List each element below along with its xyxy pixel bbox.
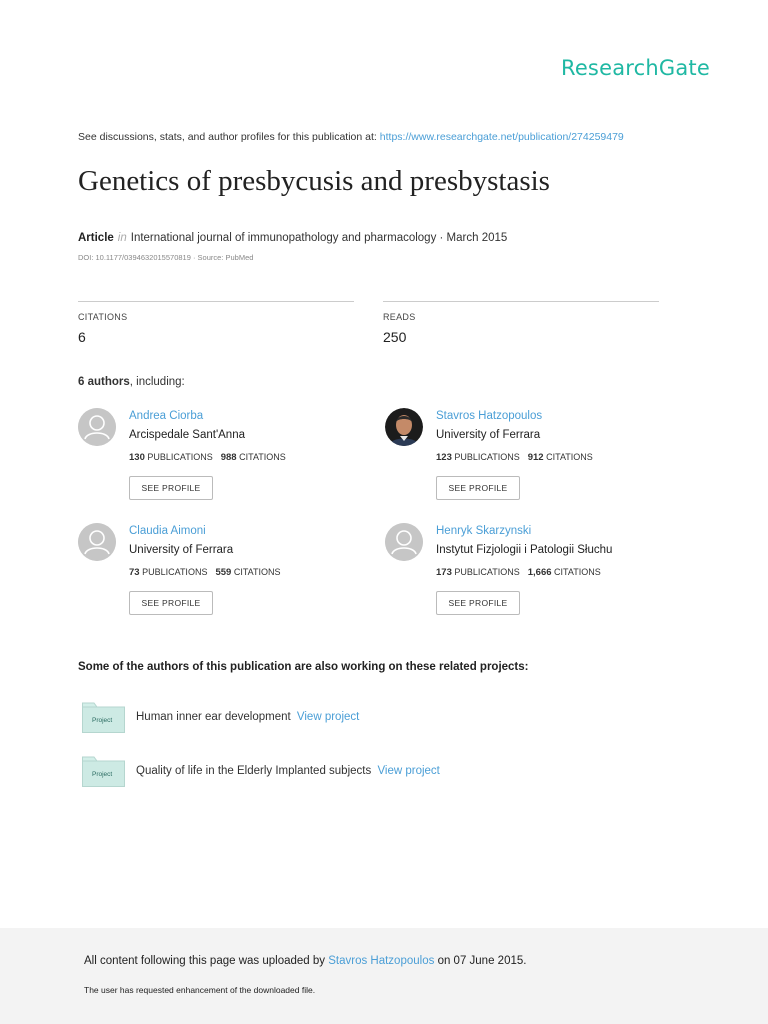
author-publications: 130 [129,452,145,463]
discussions-line [78,131,624,143]
see-profile-button[interactable]: SEE PROFILE [129,476,213,500]
project-folder-icon [82,755,125,787]
author-citations: 988 [220,452,237,463]
authors-heading [78,376,185,388]
author-card [78,408,378,508]
author-institution: Arcispedale Sant'Anna [129,429,245,441]
avatar-placeholder-icon[interactable] [78,408,116,446]
uploaded-prefix: All content following this page was uploaded by [84,955,326,967]
citations-value: 6 [78,329,86,345]
uploaded-suffix: on 07 June 2015. [437,955,527,967]
in-word: in [117,232,127,244]
citations-label: CITATIONS [78,312,128,322]
author-institution: University of Ferrara [129,544,234,556]
publication-meta [78,232,507,244]
publication-type: Article [78,232,114,244]
author-publications: 73 [129,567,140,578]
avatar-placeholder-icon[interactable] [385,523,423,561]
citations-stat [78,301,354,345]
uploader-link[interactable]: Stavros Hatzopoulos [328,955,435,967]
author-citations: 912 [527,452,544,463]
enhancement-note: The user has requested enhancement of the downloaded file. [84,985,316,995]
publication-doi: DOI: 10.1177/0394632015570819 · Source: PubMed [78,253,254,262]
author-name[interactable]: Claudia Aimoni [129,525,206,537]
reads-stat [383,301,659,345]
see-profile-button[interactable]: SEE PROFILE [436,476,520,500]
author-card [385,523,685,623]
project-folder-label: Project [92,771,113,778]
author-citations: 1,666 [527,567,552,578]
author-photo[interactable] [385,408,423,446]
see-profile-button[interactable]: SEE PROFILE [129,591,213,615]
publications-label: PUBLICATIONS [454,567,520,577]
discussions-text: See discussions, stats, and author profiles for this publication at: [78,131,377,143]
view-project-link[interactable]: View project [377,765,440,777]
project-title: Quality of life in the Elderly Implanted subjects [136,765,372,777]
citations-label: CITATIONS [554,567,601,577]
author-stats [129,452,286,463]
citations-label: CITATIONS [239,452,286,462]
author-citations: 559 [215,567,232,578]
project-folder-icon [82,701,125,733]
author-name[interactable]: Andrea Ciorba [129,410,204,422]
author-publications: 173 [436,567,452,578]
avatar-placeholder-icon[interactable] [78,523,116,561]
author-publications: 123 [436,452,452,463]
reads-value: 250 [383,329,407,345]
author-name[interactable]: Henryk Skarzynski [436,525,532,537]
citations-label: CITATIONS [546,452,593,462]
upload-info [84,955,526,967]
publications-label: PUBLICATIONS [142,567,208,577]
project-title: Human inner ear development [136,711,291,723]
project-item [82,701,642,735]
reads-label: READS [383,312,416,322]
author-card [385,408,685,508]
see-profile-button[interactable]: SEE PROFILE [436,591,520,615]
view-project-link[interactable]: View project [296,711,360,723]
publications-label: PUBLICATIONS [147,452,213,462]
author-stats [436,567,601,578]
project-text [136,711,359,723]
authors-count: 6 authors [78,376,130,388]
authors-suffix: , including: [129,376,185,388]
publication-url-link[interactable]: https://www.researchgate.net/publication/274259479 [379,131,624,143]
author-stats [129,567,281,578]
related-projects-heading: Some of the authors of this publication are also working on these related projects: [78,661,529,673]
publications-label: PUBLICATIONS [454,452,520,462]
citations-label: CITATIONS [233,567,281,577]
publication-venue[interactable]: International journal of immunopathology and pharmacology · March 2015 [130,232,508,244]
publication-title: Genetics of presbycusis and presbystasis [78,165,550,197]
project-folder-label: Project [92,717,113,724]
author-card [78,523,378,623]
upload-footer [0,928,768,1024]
author-institution: Instytut Fizjologii i Patologii Słuchu [436,544,613,556]
project-text [136,765,440,777]
author-name[interactable]: Stavros Hatzopoulos [436,410,543,422]
project-item [82,755,642,789]
researchgate-logo[interactable]: ResearchGate [560,56,710,80]
author-stats [436,452,593,463]
author-institution: University of Ferrara [436,429,541,441]
